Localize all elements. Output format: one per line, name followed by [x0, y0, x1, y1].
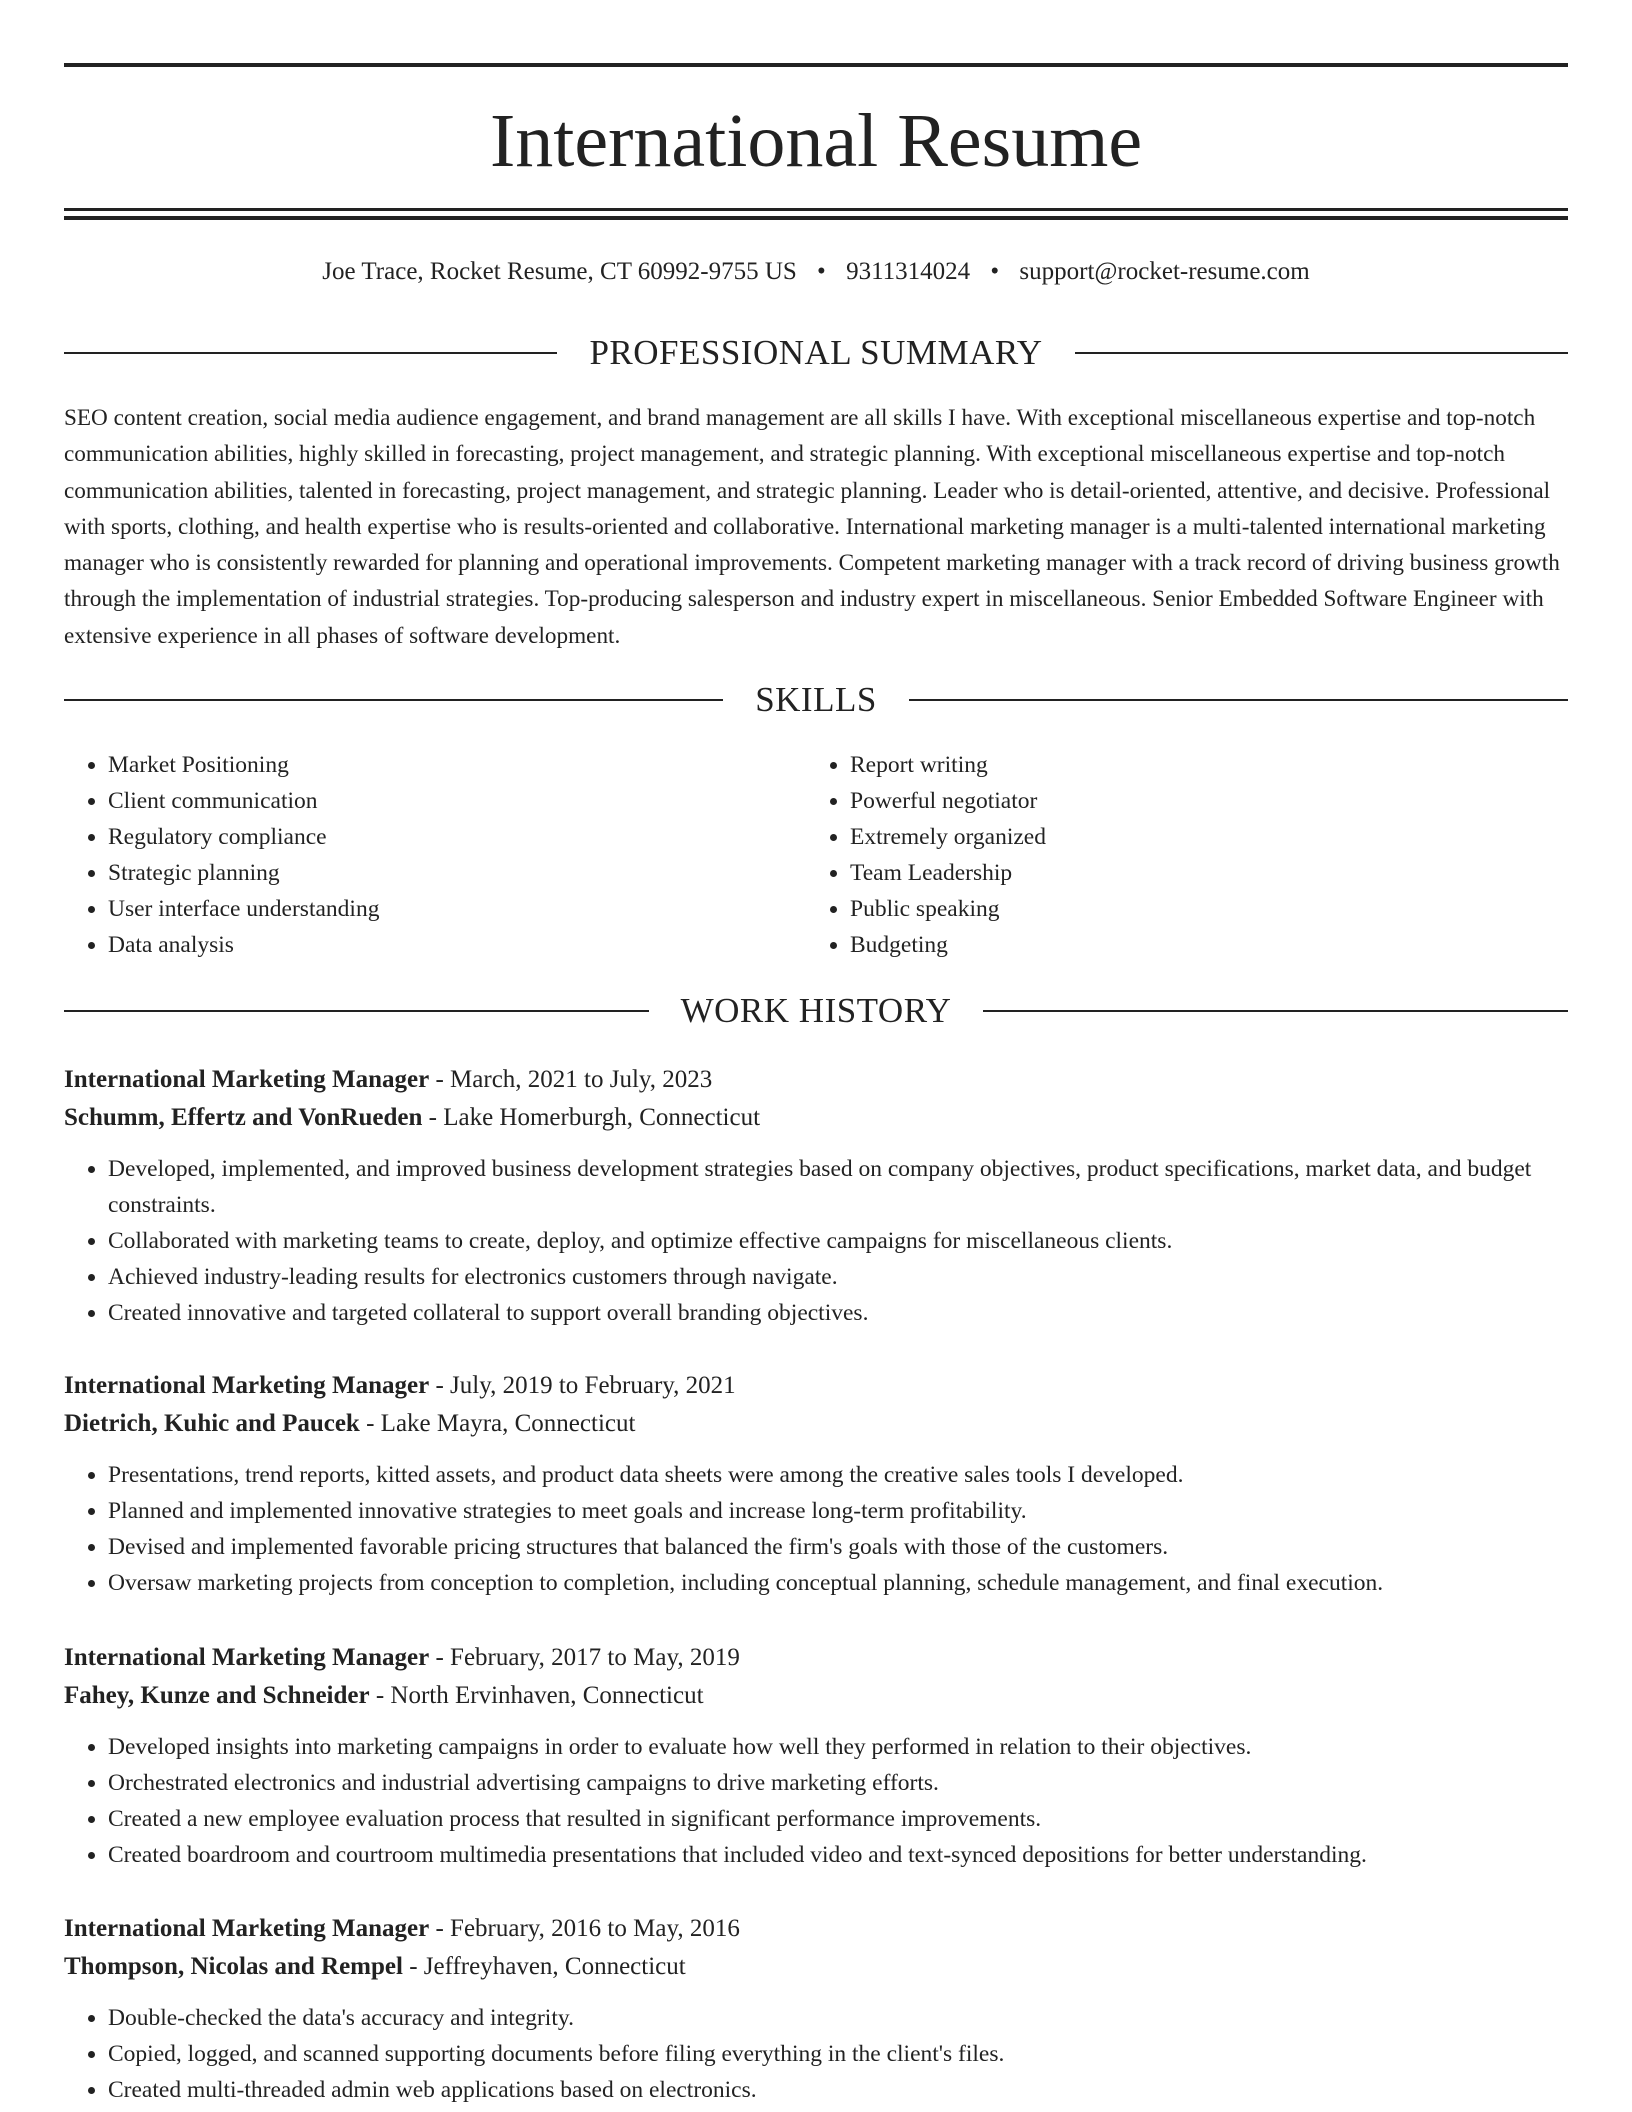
job-bullet: • Presentations, trend reports, kitted assets, and product data sheets were among the creative sales tools I developed.	[108, 1457, 1568, 1493]
job-bullet: • Created a new employee evaluation process that resulted in significant performance improvements.	[108, 1801, 1568, 1837]
skill-item: • Budgeting	[850, 927, 1548, 963]
skill-item: • Report writing	[850, 747, 1548, 783]
job-bullet: • Created multi-threaded admin web applications based on electronics.	[108, 2072, 1568, 2108]
heading-rule-right	[909, 699, 1568, 701]
job-company-line	[64, 1948, 1568, 1986]
skills-heading	[64, 680, 1568, 720]
summary-heading	[64, 333, 1568, 373]
skill-item: • Team Leadership	[850, 855, 1548, 891]
job-title: International Marketing Manager	[64, 1644, 430, 1671]
work-history-heading	[64, 991, 1568, 1031]
contact-phone: 9311314024	[846, 258, 971, 285]
job-bullet: • Planned and implemented innovative strategies to meet goals and increase long-term profitability.	[108, 1493, 1568, 1529]
job-bullet: • Developed insights into marketing campaigns in order to evaluate how well they performed in relation to their objectives.	[108, 1729, 1568, 1765]
heading-rule-right	[1075, 352, 1568, 354]
heading-rule-right	[983, 1010, 1568, 1012]
skill-item: • Strategic planning	[108, 855, 806, 891]
job-company-line	[64, 1677, 1568, 1715]
heading-rule-left	[64, 699, 723, 701]
skill-item: • User interface understanding	[108, 891, 806, 927]
job-bullet: • Devised and implemented favorable pricing structures that balanced the firm's goals with those of the customers.	[108, 1529, 1568, 1565]
skill-item: • Powerful negotiator	[850, 783, 1548, 819]
job-bullet: • Collaborated with marketing teams to create, deploy, and optimize effective campaigns for miscellaneous clients.	[108, 1223, 1568, 1259]
job-dates: - March, 2021 to July, 2023	[429, 1066, 713, 1093]
skills-column-right	[806, 747, 1548, 963]
job-company-line	[64, 1099, 1568, 1137]
skill-item: • Regulatory compliance	[108, 819, 806, 855]
skill-item: • Extremely organized	[850, 819, 1548, 855]
job-bullet: • Copied, logged, and scanned supporting documents before filing everything in the client's files.	[108, 2036, 1568, 2072]
skill-item: • Data analysis	[108, 927, 806, 963]
skills-heading-label: SKILLS	[755, 680, 877, 719]
job-entry	[64, 1061, 1568, 1331]
job-bullets	[64, 1729, 1568, 1873]
skill-item: • Public speaking	[850, 891, 1548, 927]
job-bullet: • Orchestrated electronics and industrial advertising campaigns to drive marketing efforts.	[108, 1765, 1568, 1801]
contact-address: Joe Trace, Rocket Resume, CT 60992-9755 US	[322, 258, 797, 285]
job-bullet: • Developed, implemented, and improved business development strategies based on company objectives, product specifications, market data, and budget constraints.	[108, 1151, 1568, 1223]
job-title-line	[64, 1910, 1568, 1948]
job-title: International Marketing Manager	[64, 1372, 430, 1399]
job-company: Schumm, Effertz and VonRueden	[64, 1104, 423, 1131]
job-dates: - February, 2016 to May, 2016	[429, 1915, 740, 1942]
job-company: Dietrich, Kuhic and Paucek	[64, 1410, 360, 1437]
job-bullets	[64, 1151, 1568, 1331]
job-dates: - July, 2019 to February, 2021	[429, 1372, 736, 1399]
job-bullet: • Created boardroom and courtroom multimedia presentations that included video and text-synced depositions for better understanding.	[108, 1837, 1568, 1873]
skill-item: • Client communication	[108, 783, 806, 819]
title-rule-lower	[64, 216, 1568, 220]
job-location: - North Ervinhaven, Connecticut	[369, 1682, 704, 1709]
job-bullet: • Oversaw marketing projects from conception to completion, including conceptual planning, schedule management, and final execution.	[108, 1565, 1568, 1601]
job-dates: - February, 2017 to May, 2019	[429, 1644, 740, 1671]
job-location: - Lake Homerburgh, Connecticut	[422, 1104, 761, 1131]
job-bullet: • Achieved industry-leading results for electronics customers through navigate.	[108, 1259, 1568, 1295]
job-entry	[64, 1639, 1568, 1873]
job-bullet: • Created innovative and targeted collateral to support overall branding objectives.	[108, 1295, 1568, 1331]
job-company-line	[64, 1405, 1568, 1443]
contact-separator: •	[817, 258, 826, 285]
job-location: - Lake Mayra, Connecticut	[359, 1410, 636, 1437]
summary-heading-label: PROFESSIONAL SUMMARY	[589, 333, 1043, 372]
job-bullets	[64, 2000, 1568, 2108]
job-title: International Marketing Manager	[64, 1066, 430, 1093]
job-location: - Jeffreyhaven, Connecticut	[402, 1953, 686, 1980]
summary-text: SEO content creation, social media audience engagement, and brand management are all skills I have. With exceptional miscellaneous expertise and top-notch communication abilities, highly skilled in forecasting, project management, and strategic planning. With exceptional miscellaneous expertise and top-notch communication abilities, talented in forecasting, project management, and strategic planning. Leader who is detail-oriented, attentive, and decisive. Professional with sports, clothing, and health expertise who is results-oriented and collaborative. International marketing manager is a multi-talented international marketing manager who is consistently rewarded for planning and operational improvements. Competent marketing manager with a track record of driving business growth through the implementation of industrial strategies. Top-producing salesperson and industry expert in miscellaneous. Senior Embedded Software Engineer with extensive experience in all phases of software development.	[64, 405, 1560, 649]
heading-rule-left	[64, 1010, 649, 1012]
contact-line	[64, 255, 1568, 289]
job-title-line	[64, 1367, 1568, 1405]
job-title: International Marketing Manager	[64, 1915, 430, 1942]
job-entry	[64, 1367, 1568, 1601]
top-rule	[64, 63, 1568, 67]
skills-column-left	[64, 747, 806, 963]
contact-email: support@rocket-resume.com	[1019, 258, 1310, 285]
job-company: Fahey, Kunze and Schneider	[64, 1682, 370, 1709]
work-history-heading-label: WORK HISTORY	[680, 991, 952, 1030]
skill-item: • Market Positioning	[108, 747, 806, 783]
heading-rule-left	[64, 352, 557, 354]
job-entry	[64, 1910, 1568, 2108]
job-bullets	[64, 1457, 1568, 1601]
job-bullet: • Double-checked the data's accuracy and integrity.	[108, 2000, 1568, 2036]
skills-list	[64, 747, 1568, 963]
job-company: Thompson, Nicolas and Rempel	[64, 1953, 403, 1980]
job-title-line	[64, 1061, 1568, 1099]
resume-title: International Resume	[489, 99, 1143, 183]
title-rule-upper	[64, 208, 1568, 211]
contact-separator: •	[990, 258, 1000, 285]
job-title-line	[64, 1639, 1568, 1677]
